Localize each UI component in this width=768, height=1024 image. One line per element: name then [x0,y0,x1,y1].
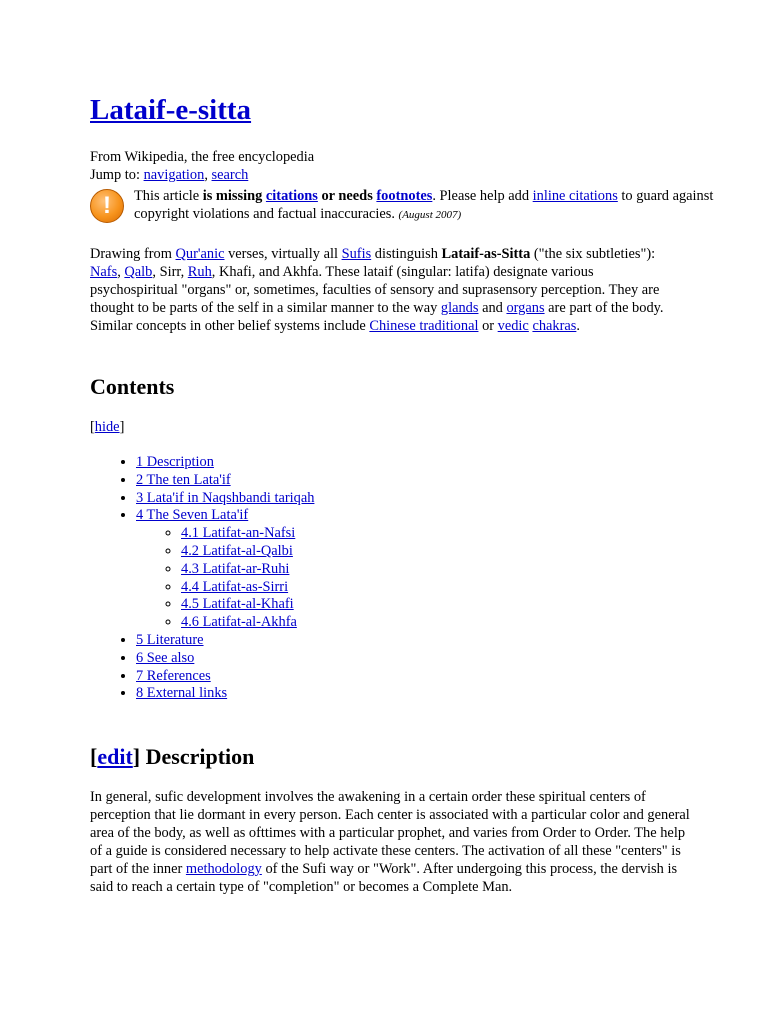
intro-text: or [478,318,498,334]
description-text: of the Sufi way or "Work". After undergoing this process, the dervish is said to reach a certain type of "completion" or becomes a Complete Man. [90,861,678,895]
chakras-link[interactable]: chakras [532,318,577,334]
toc-subitem [181,579,314,597]
bracket: [ [90,744,98,769]
notice-date: (August 2007) [398,209,462,221]
citation-notice [90,185,714,225]
toc-subitem [181,596,314,614]
intro-text: , Sirr, [152,264,188,280]
intro-text: verses, virtually all [224,246,342,262]
toc-link-external-links[interactable]: 8 External links [136,685,228,702]
toc-link-qalbi[interactable]: 4.2 Latifat-al-Qalbi [181,542,293,559]
toc-subitem [181,543,314,561]
site-subtitle: From Wikipedia, the free encyclopedia [90,149,315,165]
intro-paragraph [90,245,680,335]
toc-link-naqshbandi[interactable]: 3 Lata'if in Naqshbandi tariqah [136,489,315,506]
intro-text: . [576,318,580,334]
toc-link-nafsi[interactable]: 4.1 Latifat-an-Nafsi [181,525,296,542]
chinese-traditional-link[interactable]: Chinese traditional [369,318,479,334]
toc-link-sirri[interactable]: 4.4 Latifat-as-Sirri [181,578,289,595]
warning-glyph: ! [103,192,111,219]
notice-text-3: to guard against copyright violations and factual inaccuracies. [134,188,714,222]
toc-link-description[interactable]: 1 Description [136,454,214,470]
notice-bold-1: is missing [202,188,266,204]
toc-link-akhfa[interactable]: 4.6 Latifat-al-Akhfa [181,614,297,631]
toc-subitem [181,525,314,543]
qalb-link[interactable]: Qalb [124,264,153,280]
search-link[interactable]: search [211,167,249,183]
toc-item [136,490,314,508]
description-heading [90,742,254,772]
notice-text-2: . Please help add [432,188,533,204]
toc-sublist [136,525,314,632]
navigation-link[interactable]: navigation [143,167,205,183]
intro-text: are part of the body. Similar concepts in other belief systems include [90,300,664,334]
bracket: ] [132,744,146,769]
jump-prefix: Jump to: [90,167,144,183]
notice-text-1: This article [134,188,203,204]
intro-text: and [478,300,507,316]
methodology-link[interactable]: methodology [185,861,262,877]
intro-text: distinguish [371,246,442,262]
intro-text: , Khafi, and Akhfa. These lataif (singular: latifa) designate various psychospiritual "organs" or, sometimes, faculties of sensory and suprasensory perception. They are thought to be parts of the self in a similar manner to the way [90,264,660,316]
inline-citations-link[interactable]: inline citations [532,188,618,204]
bracket: [ [90,419,95,435]
toc-link-ten-lataif[interactable]: 2 The ten Lata'if [136,471,231,488]
toc-link-ruhi[interactable]: 4.3 Latifat-ar-Ruhi [181,560,290,577]
edit-section-link[interactable]: edit [97,744,133,769]
sufis-link[interactable]: Sufis [341,246,372,262]
toc-item [136,454,314,472]
toc-item [136,685,314,703]
toc-list [90,454,314,703]
jump-separator: , [204,167,212,183]
warning-icon [90,189,124,223]
toc-subitem [181,561,314,579]
toc-toggle [90,418,124,436]
description-text: In general, sufic development involves the awakening in a certain order these spiritual centers of perception that lie dormant in every person. Each center is associated with a particular color and general area of the body, as well as ofttimes with a particular prophet, and varies from Order to Order. The help of a guide is considered necessary to help activate these centers. The activation of all these "centers" is part of the inner [90,789,690,877]
notice-text [134,187,714,224]
quranic-link[interactable]: Qur'anic [175,246,225,262]
jump-links [90,166,248,184]
intro-text: Drawing from [90,246,176,262]
toc-link-seven-lataif[interactable]: 4 The Seven Lata'if [136,507,249,524]
toc-link-see-also[interactable]: 6 See also [136,649,195,666]
toc-link-khafi[interactable]: 4.5 Latifat-al-Khafi [181,596,294,613]
page-title [90,90,251,130]
citations-link[interactable]: citations [265,188,318,204]
ruh-link[interactable]: Ruh [187,264,212,280]
toc-link-literature[interactable]: 5 Literature [136,631,204,648]
toc-item [136,650,314,668]
title-link[interactable]: Lataif-e-sitta [90,94,252,126]
lataif-term: Lataif-as-Sitta [441,246,531,262]
contents-heading: Contents [90,374,175,399]
toc-link-references[interactable]: 7 References [136,667,211,684]
section-title: Description [145,744,255,769]
bracket: ] [119,419,125,435]
glands-link[interactable]: glands [440,300,479,316]
hide-toc-link[interactable]: hide [94,419,120,435]
intro-text: ("the six subtleties"): [530,246,656,262]
nafs-link[interactable]: Nafs [90,264,118,280]
footnotes-link[interactable]: footnotes [376,188,433,204]
toc-item [136,668,314,686]
description-paragraph [90,788,690,896]
toc-item [136,507,314,632]
toc-item [136,472,314,490]
vedic-link[interactable]: vedic [497,318,529,334]
toc-subitem [181,614,314,632]
organs-link[interactable]: organs [506,300,545,316]
notice-bold-2: or needs [317,188,377,204]
toc-item [136,632,314,650]
intro-text: , [117,264,125,280]
